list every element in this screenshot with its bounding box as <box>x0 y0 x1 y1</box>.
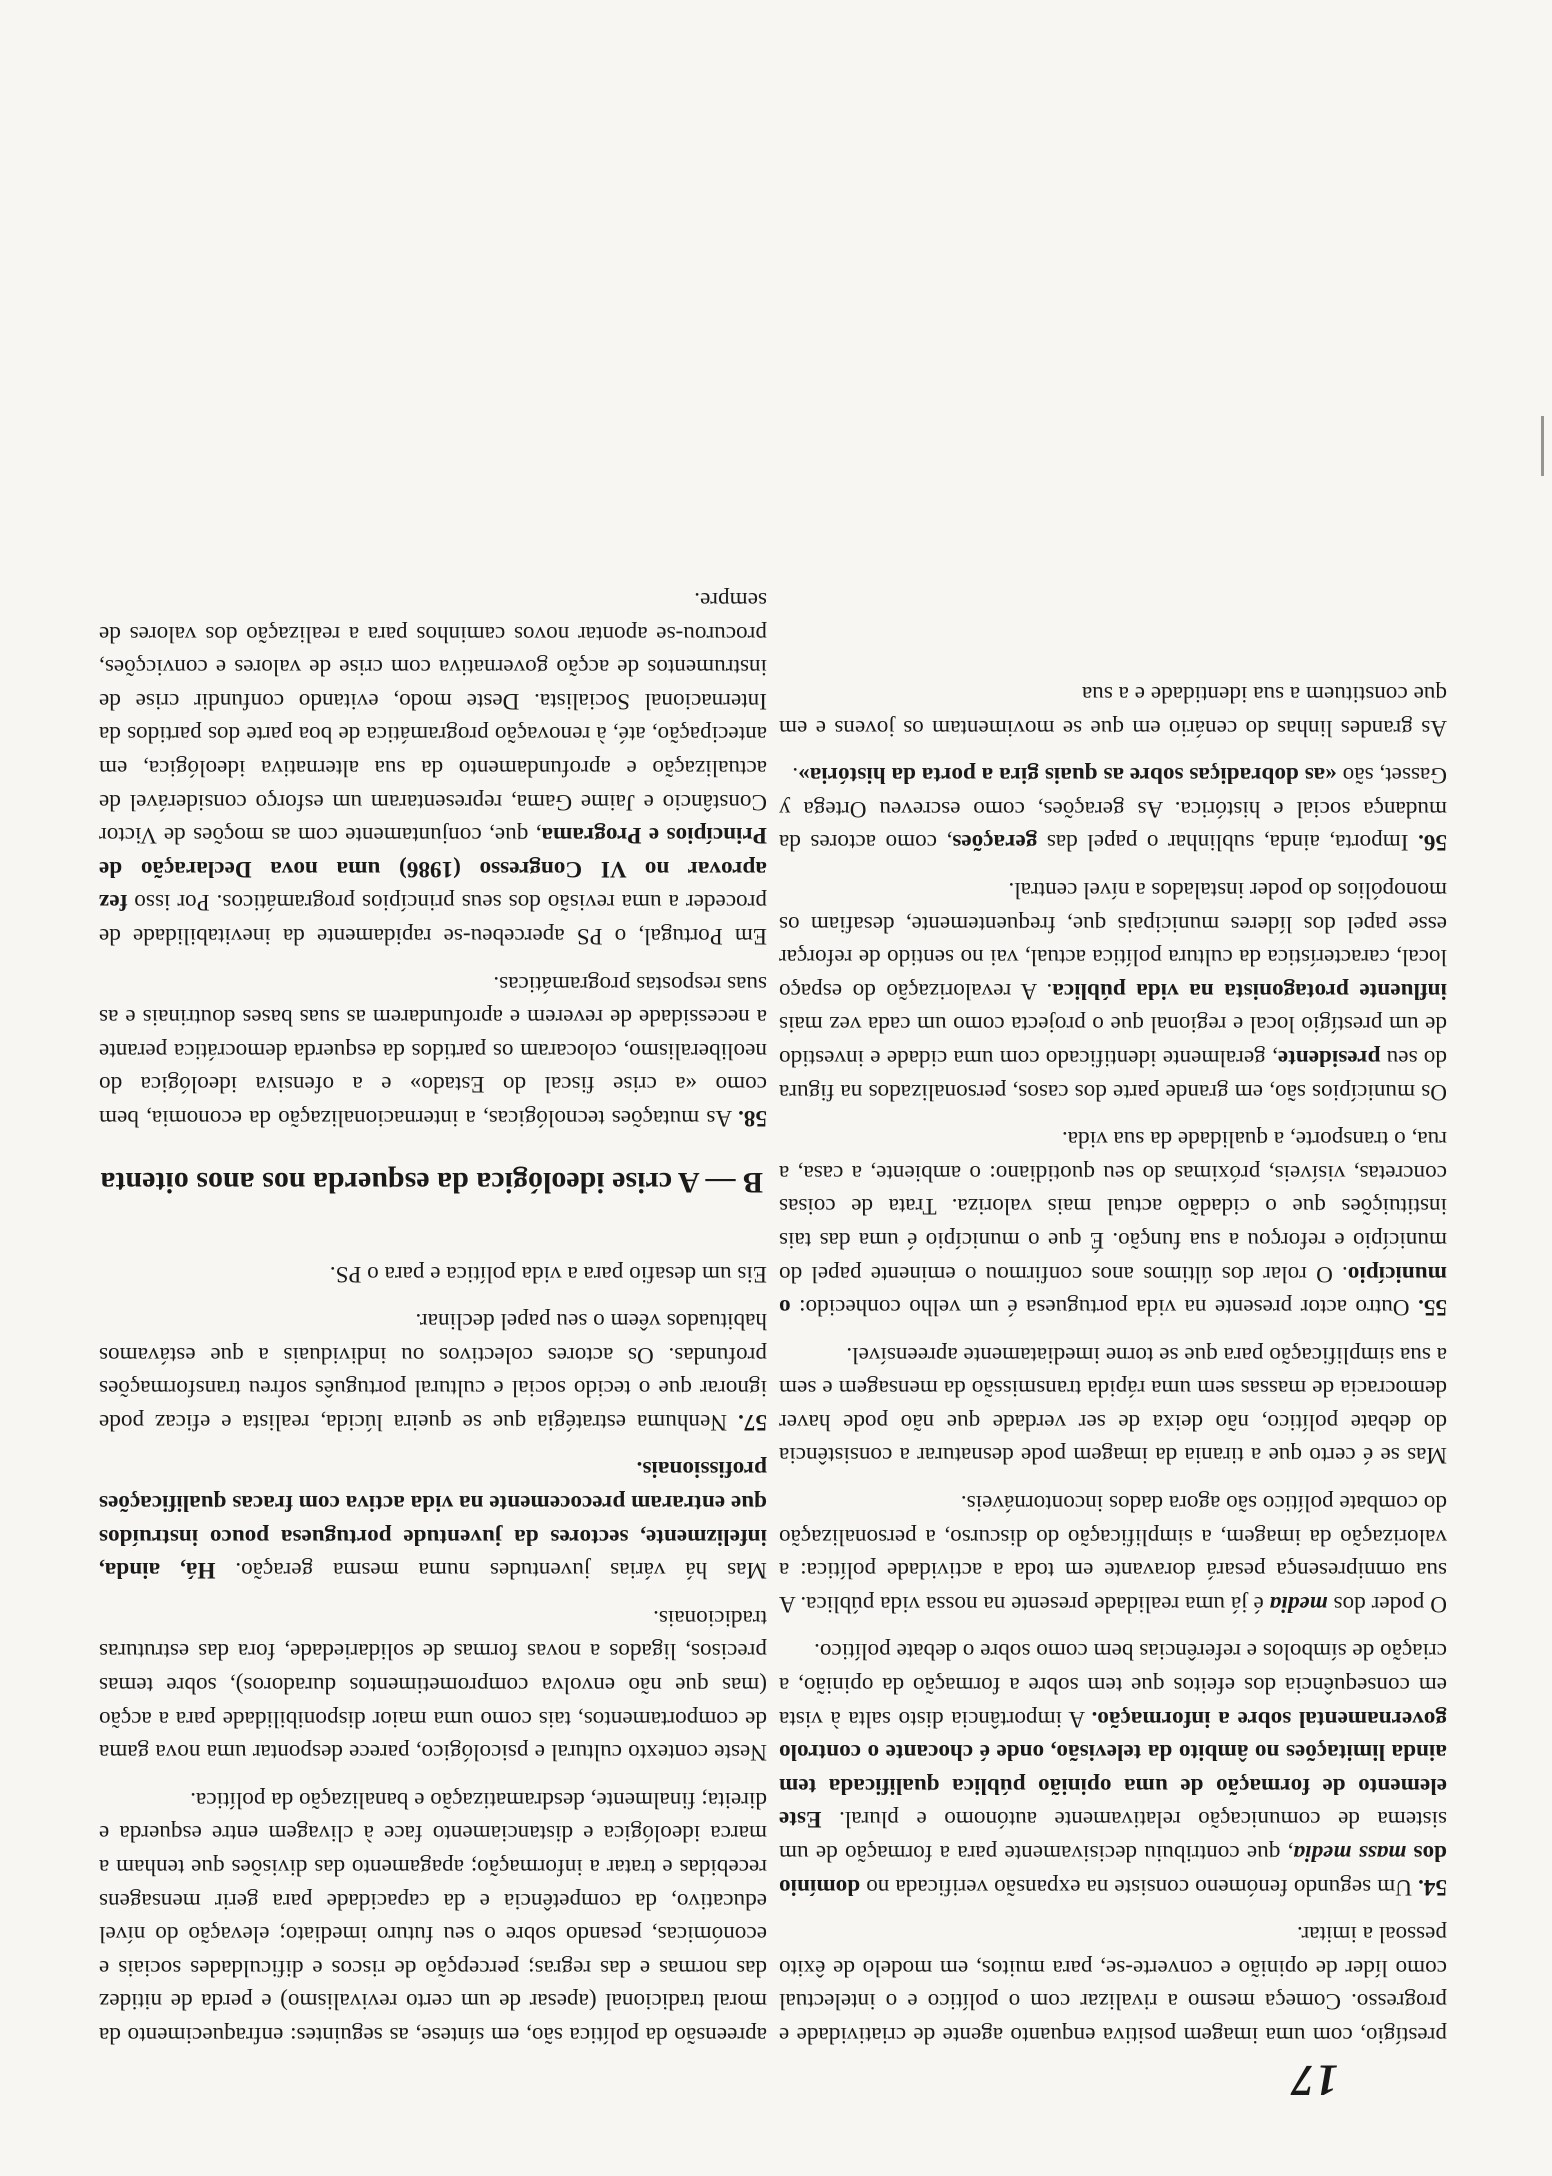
paragraph-57: 57. Nenhuma estratégia que se queira lúcida, realista e eficaz pode ignorar que o tecido social e cultural português sofreu transformações profundas. Os actores colectivos ou individuais a que estávamos habituados vêem o seu papel declinar. <box>99 1308 767 1435</box>
paragraph-challenge: Eis um desafio para a vida política e para o PS. <box>329 1260 767 1287</box>
paragraph-55: 55. Outro actor presente na vida portuguesa é um velho conhecido: o município. O rolar dos últimos anos confirmou o eminente papel do município e reforçou a sua função. É que o município é uma das tais instituições que o cidadão actual mais valoriza. Trata de coisas concretas, visíveis, próximas do seu quotidiano: o ambiente, a casa, a rua, o transporte, a qualidade da sua vida. <box>779 1126 1447 1321</box>
section-heading: B — A crise ideológica da esquerda nos anos oitenta <box>100 1165 763 1199</box>
paragraph-youth-sectors: Mas há várias juventudes numa mesma geração. Há, ainda, infelizmente, sectores da juventude portuguesa pouco instruídos que entraram precocemente na vida activa com fracas qualificações profissionais. <box>99 1456 767 1584</box>
page-number: 17 <box>1290 2056 1338 2105</box>
paragraph-58: 58. As mutações tecnológicas, a internacionalização da economia, bem como «a crise fiscal do Estado» e a ofensiva ideológica do neoliberalismo, colocaram os partidos da esquerda democrática perante a necessidade de reverem e aprofundarem as suas bases doutrinais e as suas respostas programáticas. <box>99 970 767 1131</box>
paragraph-54-image: Mas se é certo que a tirania da imagem pode desnaturar a consistência do debate político, não deixa de ser verdade que não pode haver democracia de massas sem uma rápida transmissão da mensagem e sem a sua simplificação para que se torne imediatamente apreensível. <box>779 1341 1447 1469</box>
right-column <box>99 582 767 2051</box>
paragraph-youth-politics: apreensão da política são, em síntese, as seguintes: enfraquecimento da moral tradicional (apesar de um certo revivalismo) e perda de nitidez das normas e das regras; percepção de riscos e dificuldades sociais e económicas, pesando sobre o seu futuro imediato; elevação do nível educativo, da competência e da capacidade para gerir mensagens recebidas e tratar a informação; apagamento das divisões que tenham a marca ideológica e distanciamento face à clivagem entre esquerda e direita; finalmente, desdramatização e banalização da política. <box>99 1786 767 2048</box>
paragraph-53-end: prestígio, com uma imagem positiva enquanto agente de criatividade e progresso. Começa mesmo a rivalizar com o político e o intelectual como líder de opinião e converte-se, para muitos, em modelo de êxito pessoal a imitar. <box>779 1921 1447 2048</box>
scan-mark <box>1541 416 1544 476</box>
paragraph-55-presidents: Os municípios são, em grande parte dos casos, personalizados na figura do seu presidente, geralmente identificado com uma cidade e investido de um prestígio local e regional que o projecta como um cada vez mais influente protagonista na vida pública. A revalorização do espaço local, característica da cultura política actual, vai no sentido de reforçar esse papel dos líderes municipais que, frequentemente, desafiam os monopólios do poder instalados a nível central. <box>779 877 1447 1105</box>
paragraph-58-portugal: Em Portugal, o PS apercebeu-se rapidamente da inevitabilidade de proceder a uma revisão dos seus princípios programáticos. Por isso fez aprovar no VI Congresso (1986) uma nova Declaração de Princípios e Programa, que, conjuntamente com as moções de Victor Constâncio e Jaime Gama, representaram um esforço considerável de actualização e aprofundamento da sua alternativa ideológica, em antecipação, até, à renovação programática de boa parte dos partidos da Internacional Socialista. Deste modo, evitando confundir crise de instrumentos de acção governativa com crise de valores e convicções, procurou-se apontar novos caminhos para a realização dos valores de sempre. <box>99 587 767 949</box>
paragraph-54-media: O poder dos media é já uma realidade presente na nossa vida pública. A sua omnipresença pesará doravante em toda a actividade política: a valorização da imagem, a simplificação do discurso, a personalização do combate político são agora dados incontornáveis. <box>779 1490 1447 1617</box>
paragraph-new-behaviours: Neste contexto cultural e psicológico, parece despontar uma nova gama de comportamentos, tais como uma maior disponibilidade para a acção (mas que não envolva comprometimentos duradoros), sobre temas precisos, ligados a novas formas de solidariedade, fora das estruturas tradicionais. <box>99 1604 767 1766</box>
left-column <box>779 676 1447 2051</box>
paragraph-56-youth: As grandes linhas do cenário em que se movimentam os jovens e em que constituem a sua identidade e a sua <box>779 681 1447 741</box>
paragraph-54: 54. Um segundo fenómeno consiste na expansão verificada no domínio dos mass media, que contribuiu decisivamente para a formação de um sistema de comunicação relativamente autónomo e plural. Este elemento de formação de uma opinião pública qualificada tem ainda limitações no âmbito da televisão, onde é chocante o controlo governamental sobre a informação. A importância disto salta à vista em consequência dos efeitos que tem sobre a formação da opinião, a criação de símbolos e referências bem como sobre o debate político. <box>779 1638 1447 1900</box>
paragraph-56: 56. Importa, ainda, sublinhar o papel das gerações, como actores da mudança social e histórica. As gerações, como escreveu Ortega y Gasset, são «as dobradiças sobre as quais gira a porta da história». <box>779 762 1447 856</box>
